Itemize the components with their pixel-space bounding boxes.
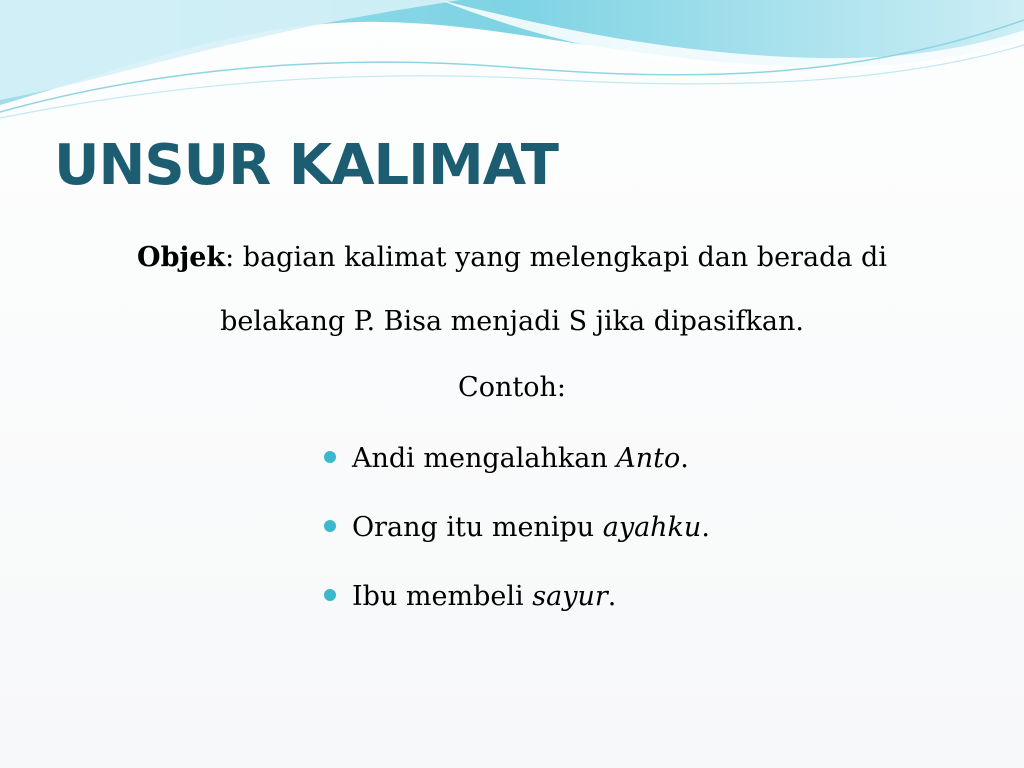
example-item (324, 499, 710, 568)
example-text: Orang itu menipu (352, 512, 603, 543)
example-text: Ibu membeli (352, 581, 533, 612)
definition-paragraph (100, 226, 924, 354)
example-end: . (680, 443, 689, 474)
example-text: Andi mengalahkan (352, 443, 617, 474)
example-object: ayahku (602, 512, 702, 543)
example-object: Anto (616, 443, 681, 474)
slide-title: UNSUR KALIMAT (54, 133, 558, 198)
example-end: . (701, 512, 710, 543)
example-item (324, 430, 710, 499)
example-object: sayur (532, 581, 608, 612)
example-item (324, 568, 710, 637)
bullet-dot-icon (324, 589, 336, 601)
header-wave-decoration (0, 0, 1024, 125)
example-end: . (607, 581, 617, 612)
example-label: Contoh: (458, 372, 566, 403)
bullet-dot-icon (324, 451, 336, 463)
bullet-dot-icon (324, 520, 336, 532)
definition-text: : bagian kalimat yang melengkapi dan berada di belakang P. Bisa menjadi S jika dipasifkan. (220, 242, 887, 337)
example-list (324, 430, 710, 637)
definition-term: Objek (137, 242, 226, 273)
